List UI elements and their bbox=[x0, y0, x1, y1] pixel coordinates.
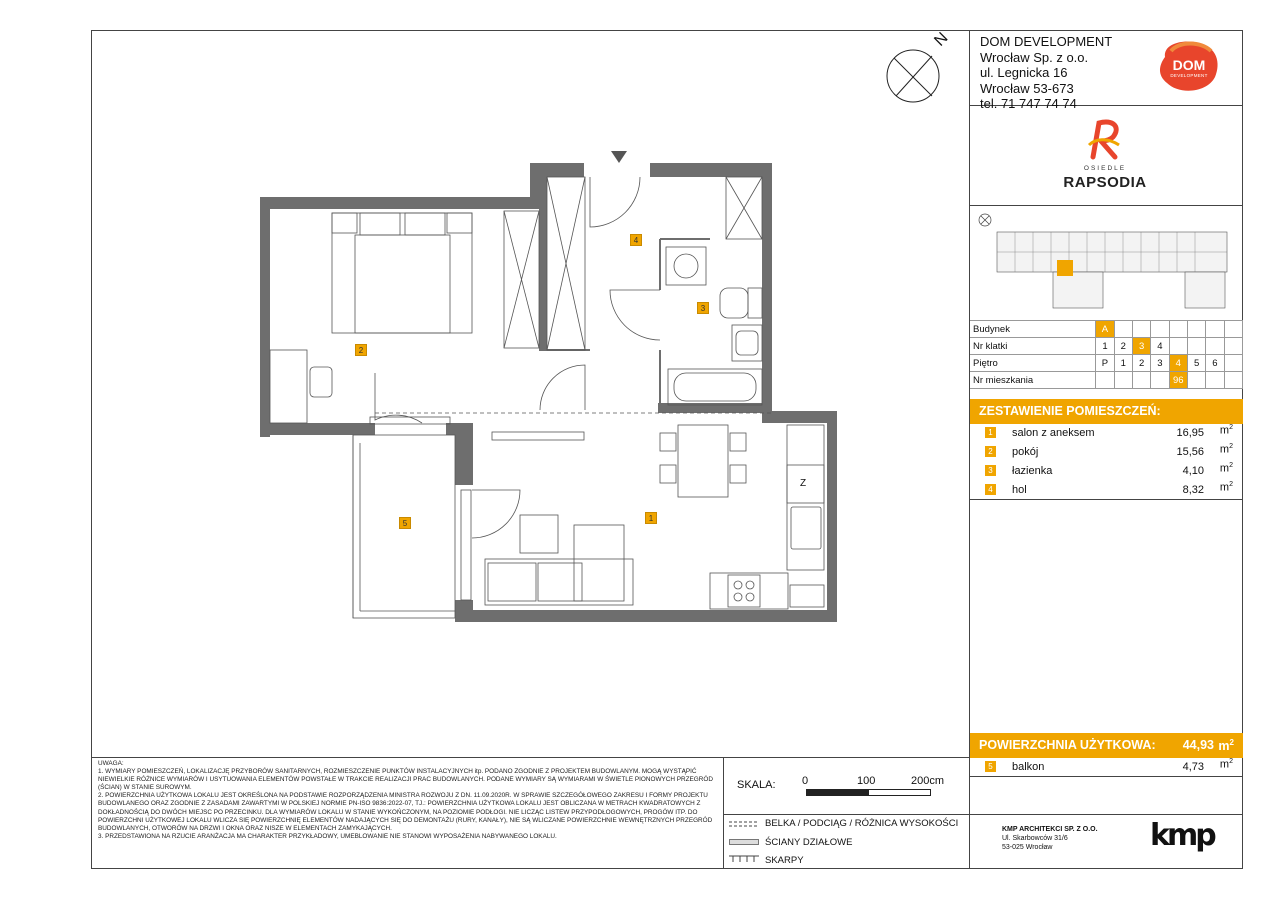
note-item: 2. POWIERZCHNIA UŻYTKOWA LOKALU JEST OKREŚLONA NA PODSTAWIE ROZPORZĄDZENIA MINISTRA ROZWOJU Z DN. 11.09.2020R. W SPRAWIE SZCZEGÓŁOWEGO ZAKRESU I FORMY PROJEKTU BUDOWLANEGO ORAZ ZGODNIE Z ZASADAMI ZAWARTYMI W POLSKIEJ NORMIE PN-ISO 9836:2022-07, TJ.: POWIERZCHNIA UŻYTKOWA LOKALU JEST OBLICZANA W METRACH KWADRATOWYCH Z DOKŁADNOŚCIĄ DO DWÓCH MIEJSC PO PRZECINKU. DLA WYMIARÓW LOKALU W STANIE WYKOŃCZONYM, NA POZIOMIE PODŁOGI. NIE LICZĄC LISTEW PRZYPODŁOGOWYCH, PROGÓW ITP. DO POWIERZCHNI UŻYTKOWEJ LOKALU WLICZA SIĘ POWIERZCHNIĘ ELEMENTÓW NADAJĄCYCH SIĘ DO DEMONTAŻU (RURY, KANAŁY), NIE SĄ WLICZANE POWIERZCHNIE WEWNĘTRZNYCH PRZEGRÓD BUDOWLANYCH, OTWORÓW NA DRZWI I OKNA ORAZ NISZE W ELEMENTACH ZAMYKAJĄCYCH. bbox=[98, 792, 713, 832]
room-name: salon z aneksem bbox=[1012, 427, 1095, 439]
legend-beam-icon bbox=[729, 820, 759, 828]
room-1-marker: 1 bbox=[645, 512, 657, 524]
floor-option: 3 bbox=[1151, 355, 1169, 372]
room-number: 4 bbox=[985, 484, 996, 495]
floor-option: P bbox=[1096, 355, 1114, 372]
room-number: 3 bbox=[985, 465, 996, 476]
company-name: DOM DEVELOPMENT bbox=[980, 34, 1113, 49]
compass-north-letter: N bbox=[931, 29, 952, 50]
total-area-label: POWIERZCHNIA UŻYTKOWA: bbox=[979, 738, 1156, 752]
stairwell-option: 2 bbox=[1114, 338, 1132, 355]
building-value: A bbox=[1096, 321, 1114, 338]
room-unit: $m^2$ bbox=[1219, 443, 1233, 456]
room-number: 5 bbox=[985, 761, 996, 772]
floor-selected: 4 bbox=[1169, 355, 1187, 372]
room-name: łazienka bbox=[1012, 465, 1053, 477]
rapsodia-logo bbox=[1055, 117, 1155, 197]
floor-option: 1 bbox=[1114, 355, 1132, 372]
rooms-header: ZESTAWIENIE POMIESZCZEŃ: bbox=[970, 399, 1243, 424]
room-number: 2 bbox=[985, 446, 996, 457]
stairwell-selected: 3 bbox=[1132, 338, 1150, 355]
room-row bbox=[970, 424, 1243, 443]
dom-development-logo bbox=[1155, 37, 1223, 95]
total-area-unit: $m^2$ bbox=[1218, 738, 1234, 754]
dom-logo-text: DOM bbox=[1172, 57, 1206, 73]
room-4-marker: 4 bbox=[630, 234, 642, 246]
dom-logo-subtext: DEVELOPMENT bbox=[1170, 73, 1208, 78]
site-key-plan bbox=[975, 210, 1237, 316]
company-street: ul. Legnicka 16 bbox=[980, 65, 1068, 80]
apartment-info-table bbox=[970, 320, 1243, 389]
room-name: pokój bbox=[1012, 446, 1039, 458]
room-area: 4,73 bbox=[1182, 761, 1204, 773]
legend-walls: ŚCIANY DZIAŁOWE bbox=[765, 837, 853, 848]
apartment-number: 96 bbox=[1169, 372, 1187, 389]
floor-plan bbox=[250, 145, 850, 635]
floor-option: 6 bbox=[1206, 355, 1224, 372]
room-unit: $m^2$ bbox=[1219, 462, 1233, 475]
estate-name: RAPSODIA bbox=[1063, 174, 1147, 191]
company-city: Wrocław 53-673 bbox=[980, 80, 1074, 96]
divider bbox=[723, 757, 724, 869]
room-unit: $m^2$ bbox=[1219, 424, 1233, 437]
compass-icon bbox=[884, 46, 946, 106]
scale-label: SKALA: bbox=[737, 779, 776, 791]
room-5-marker: 5 bbox=[399, 517, 411, 529]
divider bbox=[91, 757, 969, 758]
legend-slopes: SKARPY bbox=[765, 855, 804, 866]
notes-title: UWAGA: bbox=[98, 760, 124, 767]
company-address bbox=[980, 34, 1112, 112]
company-line2: Wrocław Sp. z o.o. bbox=[980, 49, 1089, 65]
architect-info bbox=[1002, 825, 1098, 852]
floor-option: 5 bbox=[1187, 355, 1205, 372]
divider bbox=[969, 205, 1243, 206]
room-number: 1 bbox=[985, 427, 996, 438]
total-area-value: 44,93 bbox=[1182, 738, 1214, 752]
estate-subtitle: OSIEDLE bbox=[1083, 165, 1127, 172]
kmp-logo: kmp bbox=[1150, 818, 1214, 853]
room-name: balkon bbox=[1012, 761, 1045, 773]
room-row bbox=[970, 462, 1243, 481]
legend-slopes-icon bbox=[729, 854, 759, 864]
legend-walls-icon bbox=[729, 838, 759, 846]
room-area: 4,10 bbox=[1182, 465, 1204, 477]
company-phone: tel. 71 747 74 74 bbox=[980, 96, 1077, 111]
room-unit: $m^2$ bbox=[1219, 758, 1233, 771]
room-3-marker: 3 bbox=[697, 302, 709, 314]
balcony-row bbox=[970, 758, 1243, 777]
room-name: hol bbox=[1012, 484, 1027, 496]
room-area: 16,95 bbox=[1176, 427, 1204, 439]
note-item: 3. PRZEDSTAWIONA NA RZUCIE ARANŻACJA MA CHARAKTER PRZYKŁADOWY, UMEBLOWANIE NIE STANOWI WYPOSAŻENIA NABYWANEGO LOKALU. bbox=[98, 832, 557, 840]
room-2-marker: 2 bbox=[355, 344, 367, 356]
fridge-label: Z bbox=[800, 478, 807, 489]
room-area: 8,32 bbox=[1182, 484, 1204, 496]
room-row bbox=[970, 443, 1243, 462]
divider bbox=[970, 776, 1243, 777]
stairwell-option: 4 bbox=[1151, 338, 1169, 355]
label-stairwell: Nr klatki bbox=[970, 338, 1096, 355]
scale-tick-100: 100 bbox=[857, 775, 876, 787]
divider bbox=[970, 499, 1243, 500]
label-apartment-number: Nr mieszkania bbox=[970, 372, 1096, 389]
divider bbox=[969, 814, 1243, 815]
divider bbox=[723, 814, 969, 815]
notes bbox=[98, 760, 718, 841]
architect-street: Ul. Skarbowców 31/6 bbox=[1002, 835, 1068, 842]
rapsodia-r-icon bbox=[1085, 117, 1125, 161]
architect-city: 53-025 Wrocław bbox=[1002, 844, 1053, 851]
label-floor: Piętro bbox=[970, 355, 1096, 372]
legend-beam: BELKA / PODCIĄG / RÓŻNICA WYSOKOŚCI bbox=[765, 818, 959, 829]
room-unit: $m^2$ bbox=[1219, 481, 1233, 494]
room-row bbox=[970, 481, 1243, 500]
scale-tick-0: 0 bbox=[802, 775, 809, 787]
floor-option: 2 bbox=[1132, 355, 1150, 372]
stairwell-option: 1 bbox=[1096, 338, 1114, 355]
room-area: 15,56 bbox=[1176, 446, 1204, 458]
note-item: 1. WYMIARY POMIESZCZEŃ, LOKALIZACJĘ PRZYBORÓW SANITARNYCH, ROZMIESZCZENIE PUNKTÓW INSTALACYJNYCH itp. PODANO ZGODNIE Z PROJEKTEM BUDOWLANYM. MOGĄ WYSTĄPIĆ NIEWIELKIE RÓŻNICE WYMIARÓW I USYTUOWANIA ELEMENTÓW POWSTAŁE W TRAKCIE REALIZACJI PRAC BUDOWLANYCH. PODANE WYMIARY SĄ WYMIARAMI W ŚWIETLE PIONOWYCH PRZEGRÓD (ŚCIAN) W STANIE SUROWYM. bbox=[98, 768, 713, 792]
scale-tick-200: 200cm bbox=[911, 775, 945, 787]
label-building: Budynek bbox=[970, 321, 1096, 338]
architect-name: KMP ARCHITEKCI SP. Z O.O. bbox=[1002, 826, 1098, 833]
total-area-bar bbox=[970, 733, 1243, 758]
scale-bar bbox=[806, 789, 932, 797]
